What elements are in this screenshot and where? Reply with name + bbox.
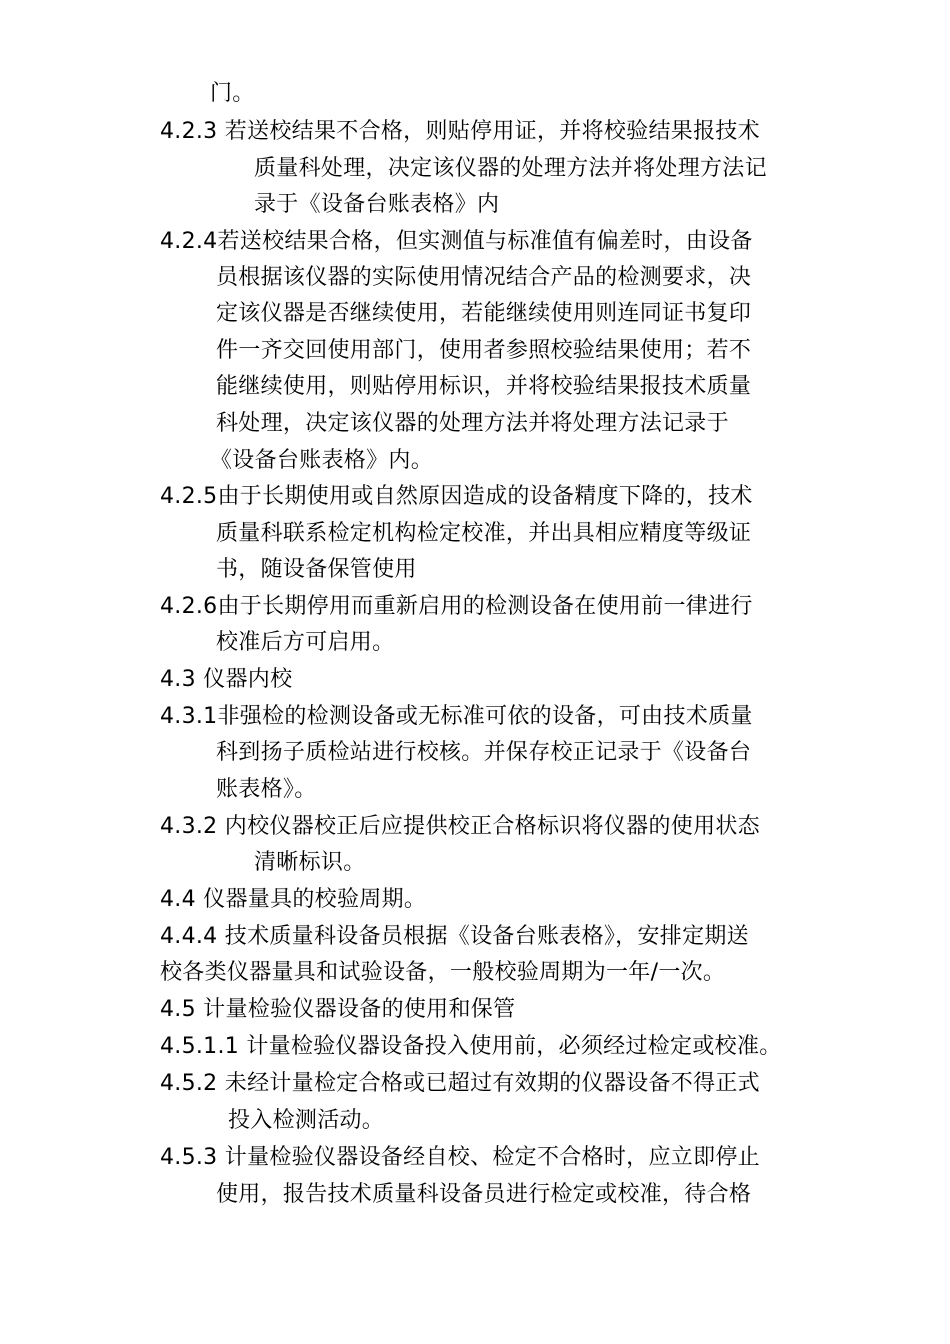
text-line: 录于《设备台账表格》内 [254,192,500,217]
clause-4-2-3: 4.2.3 若送校结果不合格，则贴停用证，并将校验结果报技术 [160,119,760,144]
text-line: 员根据该仪器的实际使用情况结合产品的检测要求，决 [216,265,752,290]
section-4-5-heading: 4.5 计量检验仪器设备的使用和保管 [160,997,516,1022]
clause-4-3-1: 4.3.1非强检的检测设备或无标准可依的设备，可由技术质量 [160,704,753,729]
text-line: 投入检测活动。 [228,1108,385,1133]
text-line: 科处理，决定该仪器的处理方法并将处理方法记录于 [216,411,729,436]
section-4-3-heading: 4.3 仪器内校 [160,667,293,692]
text-line: 清晰标识。 [254,850,366,875]
text-line: 《设备台账表格》内。 [210,448,434,473]
clause-4-5-2: 4.5.2 未经计量检定合格或已超过有效期的仪器设备不得正式 [160,1071,760,1096]
clause-4-5-3: 4.5.3 计量检验仪器设备经自校、检定不合格时，应立即停止 [160,1145,760,1170]
text-line: 定该仪器是否继续使用，若能继续使用则连同证书复印 [216,301,752,326]
clause-4-4-4: 4.4.4 技术质量科设备员根据《设备台账表格》，安排定期送 [160,924,749,949]
text-line: 科到扬子质检站进行校核。并保存校正记录于《设备台 [216,740,752,765]
text-line: 门。 [210,81,255,106]
section-4-4-heading: 4.4 仪器量具的校验周期。 [160,887,427,912]
text-line: 质量科处理，决定该仪器的处理方法并将处理方法记 [254,156,767,181]
text-line: 使用，报告技术质量科设备员进行检定或校准，待合格 [216,1182,752,1207]
clause-4-5-1-1: 4.5.1.1 计量检验仪器设备投入使用前，必须经过检定或校准。 [160,1034,782,1059]
text-line: 书，随设备保管使用 [216,557,417,582]
text-line: 校各类仪器量具和试验设备，一般校验周期为一年/一次。 [160,960,726,985]
text-line: 账表格》。 [216,777,317,802]
text-line: 质量科联系检定机构检定校准，并出具相应精度等级证 [216,521,752,546]
clause-4-3-2: 4.3.2 内校仪器校正后应提供校正合格标识将仪器的使用状态 [160,814,760,839]
text-line: 能继续使用，则贴停用标识，并将校验结果报技术质量 [216,374,752,399]
clause-4-2-5: 4.2.5由于长期使用或自然原因造成的设备精度下降的，技术 [160,484,753,509]
text-line: 件一齐交回使用部门，使用者参照校验结果使用；若不 [216,338,752,363]
clause-4-2-4: 4.2.4若送校结果合格，但实测值与标准值有偏差时，由设备 [160,229,753,254]
clause-4-2-6: 4.2.6由于长期停用而重新启用的检测设备在使用前一律进行 [160,594,753,619]
text-line: 校准后方可启用。 [216,630,395,655]
